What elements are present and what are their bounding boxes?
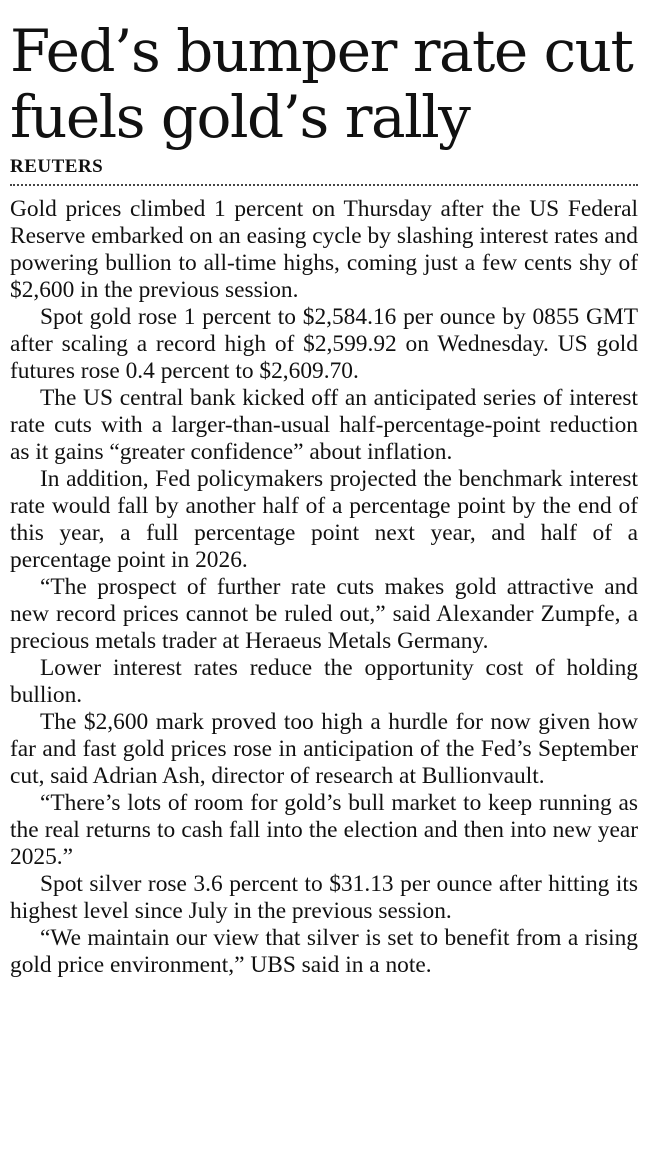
news-article [10,18,638,979]
paragraph: The $2,600 mark proved too high a hurdle for now given how far and fast gold prices rose in anticipation of the Fed’s September cut, said Adrian Ash, director of research at Bullionvault. [10,709,638,789]
paragraph: In addition, Fed policymakers projected the benchmark interest rate would fall by another half of a percentage point by the end of this year, a full percentage point next year, and half of a percentage point in 2026. [10,466,638,573]
byline: REUTERS [10,156,638,186]
headline: Fed’s bumper rate cut fuels gold’s rally [10,17,633,151]
paragraph: Lower interest rates reduce the opportunity cost of holding bullion. [10,655,638,708]
paragraph: “We maintain our view that silver is set to benefit from a rising gold price environment,” UBS said in a note. [10,925,638,978]
paragraph: Gold prices climbed 1 percent on Thursday after the US Federal Reserve embarked on an easing cycle by slashing interest rates and powering bullion to all-time highs, coming just a few cents shy of $2,600 in the previous session. [10,196,638,303]
paragraph: Spot gold rose 1 percent to $2,584.16 per ounce by 0855 GMT after scaling a record high of $2,599.92 on Wednesday. US gold futures rose 0.4 percent to $2,609.70. [10,304,638,384]
paragraph: “The prospect of further rate cuts makes gold attractive and new record prices cannot be ruled out,” said Alexander Zumpfe, a precious metals trader at Heraeus Metals Germany. [10,574,638,654]
paragraph: Spot silver rose 3.6 percent to $31.13 per ounce after hitting its highest level since July in the previous session. [10,871,638,924]
article-body [10,196,638,979]
paragraph: “There’s lots of room for gold’s bull market to keep running as the real returns to cash fall into the election and then into new year 2025.” [10,790,638,870]
paragraph: The US central bank kicked off an anticipated series of interest rate cuts with a larger-than-usual half-percentage-point reduction as it gains “greater confidence” about inflation. [10,385,638,465]
